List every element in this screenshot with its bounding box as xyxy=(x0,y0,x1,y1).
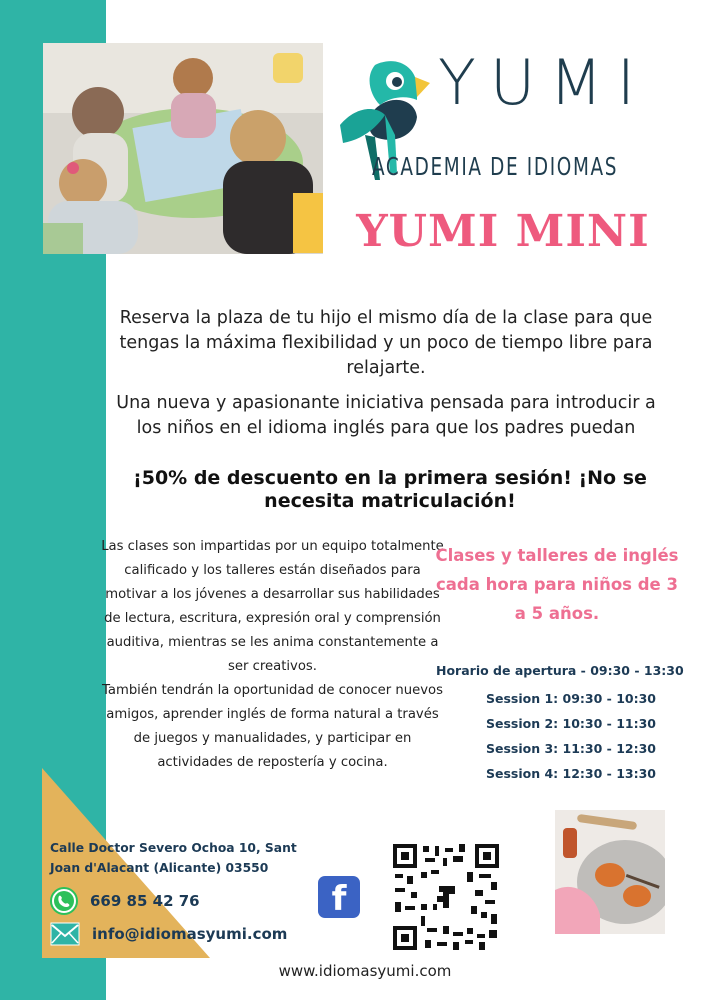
child-baking-photo xyxy=(555,810,665,934)
session-item: Session 4: 12:30 - 13:30 xyxy=(486,766,657,781)
page-title: YUMI MINI xyxy=(356,206,650,257)
email-row[interactable] xyxy=(50,922,287,946)
session-item: Session 1: 09:30 - 10:30 xyxy=(486,691,657,706)
facebook-icon[interactable]: f xyxy=(318,876,360,918)
address: Calle Doctor Severo Ochoa 10, Sant Joan d'Alacant (Alicante) 03550 xyxy=(50,841,297,875)
discount-headline: ¡50% de descuento en la primera sesión! ¡No se necesita matriculación! xyxy=(133,467,647,512)
schedule-title: Horario de apertura - 09:30 - 13:30 xyxy=(436,663,684,678)
intro-paragraph-2: Una nueva y apasionante iniciativa pensada para introducir a los niños en el idioma inglés para que los padres puedan xyxy=(116,393,656,438)
session-item: Session 2: 10:30 - 11:30 xyxy=(486,716,657,731)
body-paragraph-2: También tendrán la oportunidad de conocer nuevos amigos, aprender inglés de forma natural a través de juegos y manualidades, y participar en actividades de repostería y cocina. xyxy=(102,683,443,770)
website-link[interactable]: www.idiomasyumi.com xyxy=(278,962,452,980)
children-crafts-photo xyxy=(43,43,323,254)
whatsapp-icon xyxy=(50,887,78,915)
email-icon xyxy=(50,922,80,946)
classes-info: Clases y talleres de inglés cada hora para niños de 3 a 5 años. xyxy=(435,546,679,623)
brand-subtitle: ACADEMIA DE IDIOMAS xyxy=(372,152,619,181)
qr-code-icon[interactable] xyxy=(391,842,501,952)
phone-number[interactable]: 669 85 42 76 xyxy=(90,892,200,910)
brand-name: YUMI xyxy=(438,46,650,119)
phone-row[interactable] xyxy=(50,887,200,915)
body-paragraph-1: Las clases son impartidas por un equipo totalmente calificado y los talleres están diseñados para motivar a los jóvenes a desarrollar sus habilidades de lectura, escritura, expresión oral y comprensión auditiva, mientras se les anima constantemente a ser creativos. xyxy=(101,539,444,674)
email-address[interactable]: info@idiomasyumi.com xyxy=(92,925,288,943)
intro-paragraph-1: Reserva la plaza de tu hijo el mismo día de la clase para que tengas la máxima flexibilidad y un poco de tiempo libre para relajarte. xyxy=(119,308,653,378)
session-item: Session 3: 11:30 - 12:30 xyxy=(486,741,657,756)
